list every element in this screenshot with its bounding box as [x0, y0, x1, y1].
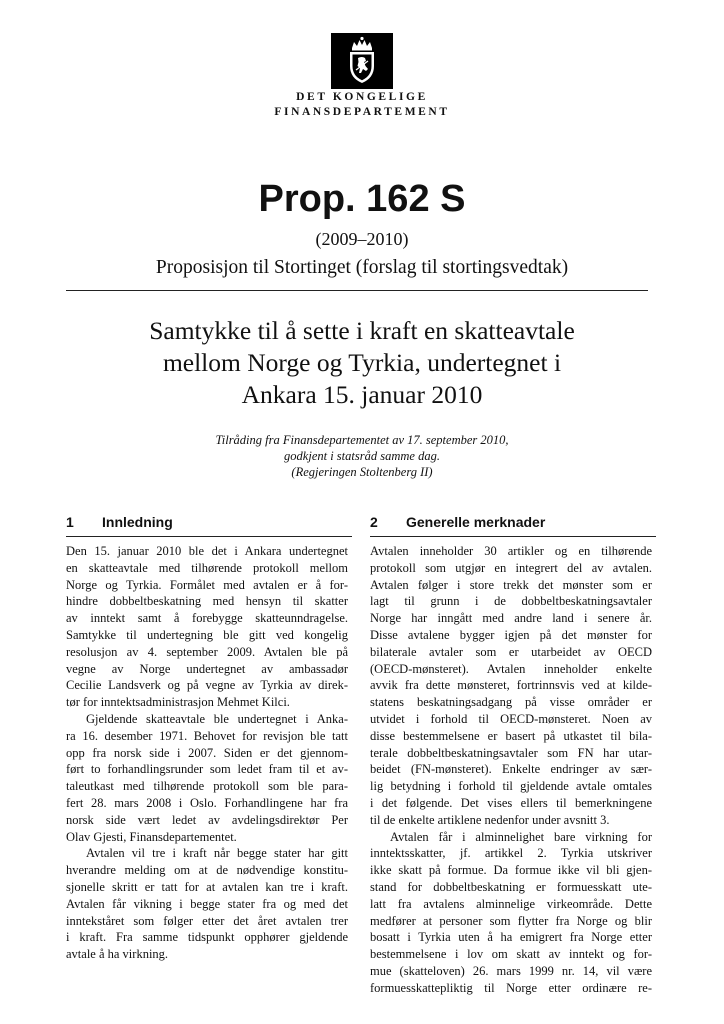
- text-line: opp fra norsk side i 2007. Siden er det gjennom-: [66, 745, 348, 760]
- text-line: Norge har inngått med andre land i senere år.: [370, 611, 652, 626]
- text-line: inntekståret som følger etter det året avtalen trer: [66, 913, 348, 928]
- main-heading-line: mellom Norge og Tyrkia, undertegnet i: [162, 348, 562, 377]
- session-years: (2009–2010): [315, 229, 409, 249]
- section-title: Generelle merknader: [406, 514, 546, 530]
- text-line: formuesskattepliktig til Norge etter ordinære re-: [370, 980, 652, 995]
- text-line: vegne av Norge undertegnet av ambassadør: [66, 661, 348, 676]
- text-line: Disse avtalene bygger igjen på det mønster for: [370, 627, 652, 642]
- text-line: i det følgende. Det vises ellers til bemerkningene: [370, 795, 652, 810]
- recommendation-line: godkjent i statsråd samme dag.: [284, 449, 440, 463]
- text-line: resolusjon av 4. september 2009. Avtalen ble på: [66, 644, 348, 659]
- text-line: i kraft. Fra samme tidspunkt opphører gjeldende: [66, 930, 348, 945]
- text-line: Avtalen får i alminnelighet bare virkning for: [390, 829, 652, 844]
- text-line: ført to forhandlingsrunder som ledet fram til et av-: [66, 762, 348, 777]
- recommendation-line: (Regjeringen Stoltenberg II): [291, 465, 433, 479]
- text-line: fert 28. mars 2008 i Oslo. Forhandlingene har fra: [66, 795, 348, 810]
- document-subtitle: Proposisjon til Stortinget (forslag til stortingsvedtak): [155, 257, 569, 278]
- recommendation-note: [92, 432, 632, 480]
- text-line: Avtalen får vikning i begge stater fra og med det: [66, 896, 348, 911]
- section-2-body: [370, 543, 652, 997]
- text-line: lig betydning i forhold til gjeldende avtale omtales: [370, 779, 652, 794]
- text-line: tør for inntektsadministrasjon Mehmet Kilci.: [66, 695, 290, 710]
- section-number: 2: [370, 514, 378, 530]
- text-line: beidet (FN-mønsteret). Enkelte endringer av sær-: [370, 762, 652, 777]
- text-line: Gjeldende skatteavtale ble undertegnet i Anka-: [86, 711, 348, 726]
- text-line: Olav Gjesti, Finansdepartementet.: [66, 829, 237, 844]
- text-line: Avtalen følger i store trekk det mønster som er: [370, 577, 652, 592]
- text-line: utvidet i forhold til OECD-mønsteret. Noen av: [370, 711, 652, 726]
- text-line: ikke skatt på formue. Da formue ikke vil bli gjen-: [370, 863, 652, 878]
- text-line: latt fra avtalens alminnelige virkeområde. Dette: [370, 896, 652, 911]
- text-line: (OECD-mønsteret). Avtalen inneholder enkelte: [370, 661, 652, 676]
- text-line: mue (skatteloven) 26. mars 1999 nr. 14, vil være: [370, 963, 652, 978]
- text-line: lagt til grunn i de dobbeltbeskatningsavtaler: [370, 594, 652, 609]
- text-line: Norge og Tyrkia. Formålet med avtalen er å for-: [66, 577, 348, 592]
- ministry-line-1: DET KONGELIGE: [296, 91, 428, 103]
- text-line: taleutkast med tilhørende protokoll som ble para-: [66, 779, 348, 794]
- text-line: Samtykke til undertegning ble gitt ved kongelig: [66, 627, 348, 642]
- text-line: til de enkelte artiklene nedenfor under avsnitt 3.: [370, 812, 610, 827]
- text-line: bestemmelsene i lov om skatt av inntekt og for-: [370, 947, 652, 962]
- text-line: av inntekt samt å forebygge skatteunndragelse.: [66, 611, 348, 626]
- title-divider: [66, 290, 648, 291]
- text-line: terale dobbeltbeskatningsavtaler som FN har utar-: [370, 745, 652, 760]
- text-line: statens beskatningsadgang på visse områder er: [370, 695, 652, 710]
- text-line: Avtalen vil tre i kraft når begge stater har gitt: [86, 846, 348, 861]
- text-line: avvik fra dette mønsteret, fortrinnsvis ved at kilde-: [370, 678, 652, 693]
- text-line: en skatteavtale med tilhørende protokoll mellom: [66, 560, 348, 575]
- text-line: avtale å ha virkning.: [66, 947, 169, 962]
- section-number: 1: [66, 514, 74, 530]
- section-heading-innledning: [66, 513, 352, 537]
- text-line: ra 16. desember 1971. Behovet for revisjon ble tatt: [66, 728, 348, 743]
- text-line: sjonelle skritt er tatt for at avtalen kan tre i kraft.: [66, 879, 348, 894]
- text-line: Den 15. januar 2010 ble det i Ankara undertegnet: [66, 544, 348, 558]
- proposition-number: Prop. 162 S: [258, 178, 466, 220]
- text-line: protokoll som utgjør en integrert del av avtalen.: [370, 560, 652, 575]
- text-line: bilaterale avtaler som er utarbeidet av OECD: [370, 644, 652, 659]
- section-title: Innledning: [102, 514, 173, 530]
- text-line: inntektsskatter, jf. artikkel 2. Tyrkia utskriver: [370, 846, 652, 861]
- text-line: hindre dobbeltbeskatning med hensyn til skatter: [66, 594, 348, 609]
- section-1-body: [66, 543, 348, 963]
- text-line: hverandre melding om at de nødvendige konstitu-: [66, 863, 348, 878]
- main-heading-line: Ankara 15. januar 2010: [241, 380, 483, 409]
- text-line: Avtalen inneholder 30 artikler og en tilhørende: [370, 544, 652, 558]
- ministry-line-2: FINANSDEPARTEMENT: [274, 106, 450, 118]
- text-line: stand for dobbeltbeskatning er formuesskatt ute-: [370, 879, 652, 894]
- text-line: disse bestemmelsene er basert på utkastet til bila-: [370, 728, 652, 743]
- text-line: norsk side vært ledet av avdelingsdirektør Per: [66, 812, 348, 827]
- text-line: bosatt i Tyrkia uten å ha emigrert fra Norge etter: [370, 930, 652, 945]
- main-heading-line: Samtykke til å sette i kraft en skatteavtale: [149, 316, 575, 345]
- text-line: Cecilie Landsverk og på vegne av Tyrkia av direk-: [66, 678, 348, 693]
- text-line: medfører at personer som flytter fra Norge og blir: [370, 913, 652, 928]
- ministry-name: [0, 90, 724, 120]
- norwegian-royal-crest-icon: [331, 33, 393, 89]
- main-heading: [92, 315, 632, 411]
- section-heading-generelle-merknader: [370, 513, 656, 537]
- recommendation-line: Tilråding fra Finansdepartementet av 17. september 2010,: [215, 433, 509, 447]
